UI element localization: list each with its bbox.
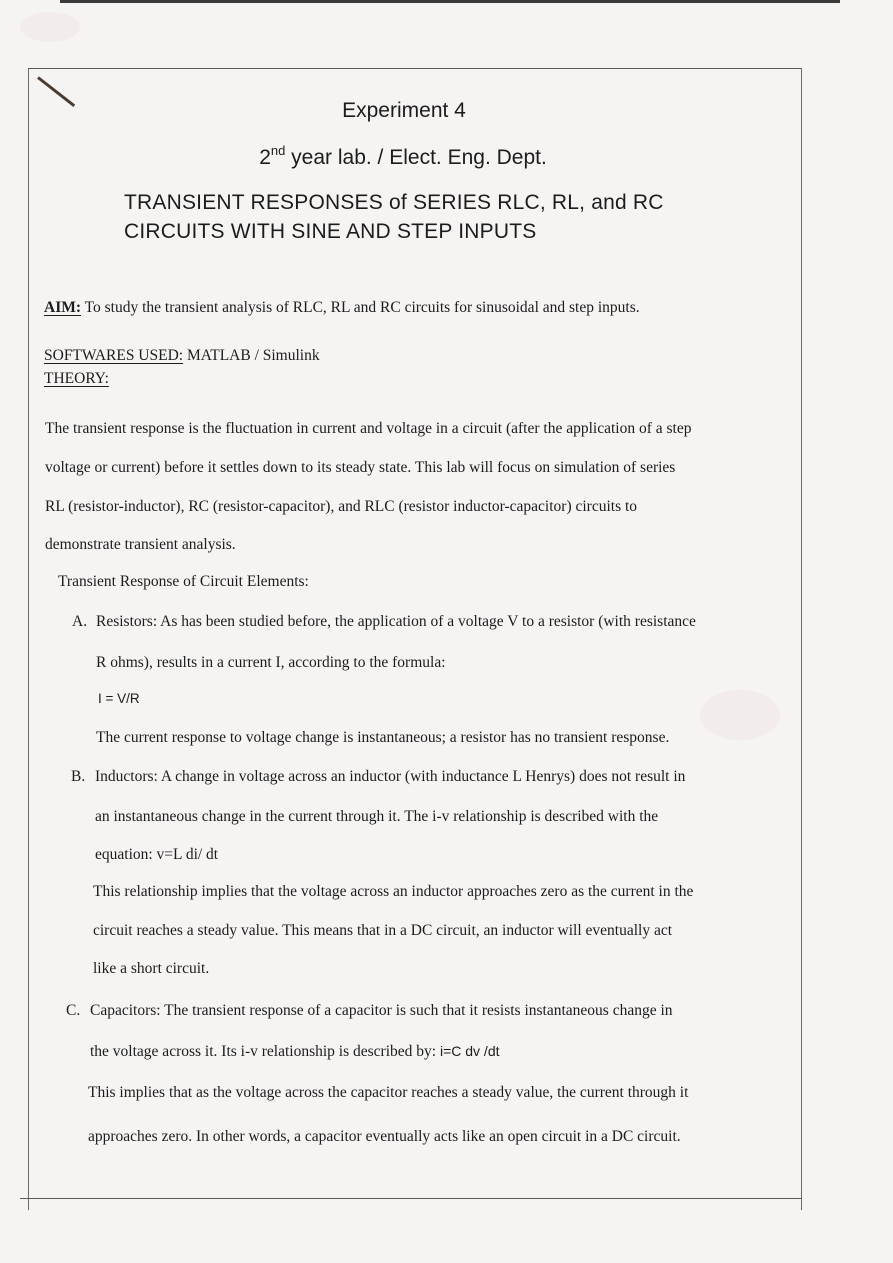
item-c-note: This implies that as the voltage across the capacitor reaches a steady value, the current through it bbox=[88, 1084, 689, 1101]
item-b-line: equation: v=L di/ dt bbox=[95, 846, 219, 863]
capacitor-equation: i=C dv /dt bbox=[439, 1043, 500, 1059]
document-title-line-1: TRANSIENT RESPONSES of SERIES RLC, RL, and RC bbox=[124, 191, 664, 214]
softwares-text: MATLAB / Simulink bbox=[183, 347, 320, 364]
item-b-marker: B. bbox=[71, 768, 86, 785]
softwares-paragraph bbox=[44, 347, 320, 365]
aim-text: To study the transient analysis of RLC, RL and RC circuits for sinusoidal and step inputs. bbox=[81, 299, 640, 316]
item-a-marker: A. bbox=[72, 613, 88, 630]
document-title-line-2: CIRCUITS WITH SINE AND STEP INPUTS bbox=[124, 220, 537, 243]
item-b-note: circuit reaches a steady value. This means that in a DC circuit, an inductor will eventually act bbox=[93, 922, 673, 939]
elements-heading: Transient Response of Circuit Elements: bbox=[58, 573, 309, 590]
softwares-label: SOFTWARES USED: bbox=[44, 347, 184, 364]
scan-smudge bbox=[20, 12, 80, 42]
item-c-line-text: the voltage across it. Its i-v relationship is described by: bbox=[90, 1043, 440, 1060]
aim-label: AIM: bbox=[44, 299, 82, 316]
item-a-line: Resistors: As has been studied before, the application of a voltage V to a resistor (with resistance bbox=[96, 613, 696, 630]
year-number: 2 bbox=[259, 146, 271, 169]
item-c-marker: C. bbox=[66, 1002, 81, 1019]
item-b-line: Inductors: A change in voltage across an inductor (with inductance L Henrys) does not result in bbox=[95, 768, 686, 785]
ohms-law-formula: I = V/R bbox=[98, 691, 140, 706]
subtitle-text: year lab. / Elect. Eng. Dept. bbox=[285, 146, 547, 169]
theory-line: voltage or current) before it settles down to its steady state. This lab will focus on simulation of series bbox=[45, 459, 676, 476]
bottom-rule bbox=[20, 1198, 802, 1199]
item-b-note: like a short circuit. bbox=[93, 960, 210, 977]
item-c-line: Capacitors: The transient response of a capacitor is such that it resists instantaneous change in bbox=[90, 1002, 673, 1019]
item-b-note: This relationship implies that the voltage across an inductor approaches zero as the current in the bbox=[93, 883, 694, 900]
aim-paragraph bbox=[44, 299, 640, 317]
experiment-title: Experiment 4 bbox=[342, 99, 466, 122]
theory-line: demonstrate transient analysis. bbox=[45, 536, 236, 553]
theory-heading: THEORY: bbox=[44, 370, 109, 387]
item-a-note: The current response to voltage change is instantaneous; a resistor has no transient response. bbox=[96, 729, 670, 746]
item-c-line bbox=[90, 1043, 500, 1061]
year-ordinal: nd bbox=[270, 143, 286, 158]
item-c-note: approaches zero. In other words, a capacitor eventually acts like an open circuit in a DC circuit. bbox=[88, 1128, 681, 1145]
theory-line: RL (resistor-inductor), RC (resistor-capacitor), and RLC (resistor inductor-capacitor) circuits to bbox=[45, 498, 638, 515]
item-b-line: an instantaneous change in the current through it. The i-v relationship is described with the bbox=[95, 808, 659, 825]
scan-smudge bbox=[700, 690, 780, 740]
theory-line: The transient response is the fluctuation in current and voltage in a circuit (after the application of a step bbox=[45, 420, 692, 437]
scan-top-edge bbox=[60, 0, 840, 3]
item-a-line: R ohms), results in a current I, according to the formula: bbox=[96, 654, 446, 671]
lab-subtitle bbox=[0, 143, 806, 170]
